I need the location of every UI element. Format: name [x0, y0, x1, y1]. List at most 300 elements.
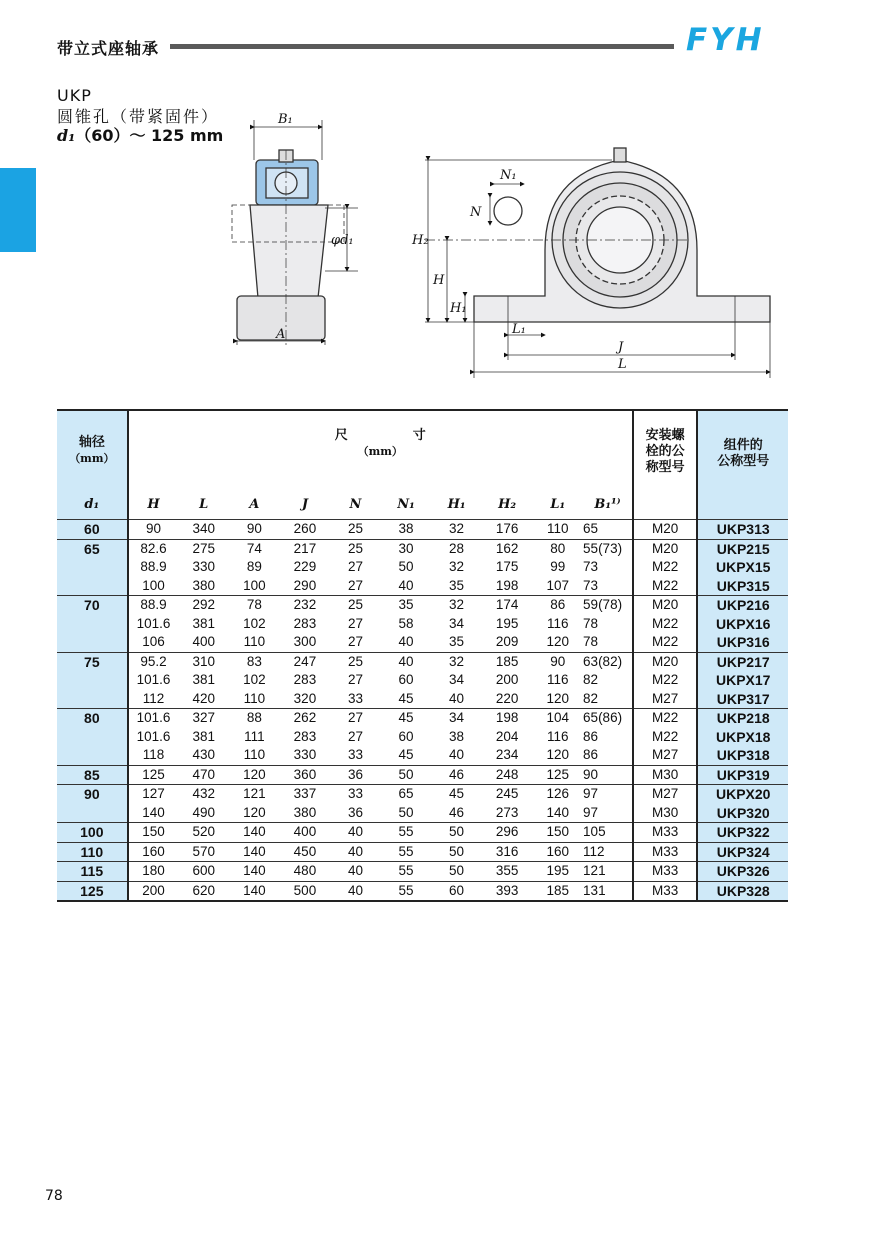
cell-value: M27	[652, 690, 679, 706]
cell-value: 380	[293, 804, 317, 820]
cell-value: 88	[246, 710, 262, 725]
cell-value: 195	[495, 615, 519, 631]
shaft-diameter: 85	[57, 765, 128, 785]
dimension-cell	[128, 823, 179, 843]
cell-value: 337	[293, 786, 317, 801]
cell-value: 27	[347, 710, 364, 725]
cell-value: 470	[192, 766, 215, 782]
cell-value: 116	[546, 672, 569, 687]
dimension-cell	[482, 709, 533, 766]
cell-value: 38	[398, 521, 414, 536]
cell-value: 245	[495, 786, 519, 801]
cell-value: 107	[546, 577, 569, 593]
page-number: 78	[45, 1188, 63, 1204]
cell-value: M27	[652, 786, 679, 801]
cell-value: M22	[652, 634, 679, 649]
dimension-cell	[381, 539, 432, 596]
table-row	[57, 881, 788, 901]
dimension-cell	[229, 785, 280, 823]
cell-value: 65	[583, 521, 599, 536]
cell-value: 381	[192, 672, 215, 687]
cell-value: 116	[546, 615, 569, 631]
cell-value: 78	[246, 597, 262, 612]
cell-value: M30	[652, 804, 679, 820]
cell-value: UKP326	[716, 863, 770, 879]
dimension-cell	[583, 709, 633, 766]
cell-value: 40	[449, 690, 465, 706]
label-L1: L₁	[512, 322, 526, 337]
unit-header	[697, 410, 788, 520]
cell-value: 204	[495, 728, 519, 744]
table-row	[57, 862, 788, 882]
label-A: A	[276, 327, 286, 342]
dimension-cell	[229, 539, 280, 596]
cell-value: 198	[495, 577, 519, 593]
cell-value: 316	[495, 843, 519, 859]
cell-value: 36	[347, 766, 364, 782]
symbol-header: d₁	[57, 489, 128, 520]
cell-value: 73	[583, 559, 599, 574]
cell-value: 25	[347, 521, 364, 536]
cell-value: M20	[652, 597, 679, 612]
cell-value: UKP322	[716, 824, 770, 840]
cell-value: 50	[449, 824, 465, 839]
cell-value: 78	[583, 634, 599, 649]
cell-value: M30	[652, 766, 679, 782]
table-row	[57, 520, 788, 540]
cell-value: 99	[550, 559, 566, 574]
dimension-cell	[178, 862, 229, 882]
cell-value: 110	[243, 747, 266, 762]
dimension-cell	[532, 823, 583, 843]
bolt-size-cell	[633, 709, 698, 766]
cell-value: 60	[449, 882, 465, 898]
dimension-cell	[583, 842, 633, 862]
cell-value: 27	[347, 577, 364, 593]
cell-value: 40	[449, 747, 465, 762]
cell-value: 78	[583, 615, 599, 631]
cell-value: 101.6	[136, 710, 171, 725]
cell-value: 38	[449, 728, 465, 744]
unit-number-cell	[697, 881, 788, 901]
cell-value: 101.6	[136, 672, 171, 687]
cell-value: 110	[243, 634, 266, 649]
unit-number-cell	[697, 520, 788, 540]
dimension-cell	[178, 765, 229, 785]
label-d1: φd₁	[331, 233, 354, 248]
dimension-cell	[532, 539, 583, 596]
dimension-cell	[178, 842, 229, 862]
dimension-cell	[381, 842, 432, 862]
dimension-cell	[482, 881, 533, 901]
dimension-cell	[532, 520, 583, 540]
dimension-cell	[229, 520, 280, 540]
dimension-cell	[128, 881, 179, 901]
cell-value: 296	[495, 824, 519, 839]
cell-value: 101.6	[136, 615, 171, 631]
cell-value: 86	[583, 728, 599, 744]
unit-number-cell	[697, 862, 788, 882]
cell-value: 40	[347, 863, 364, 878]
cell-value: 106	[142, 634, 165, 649]
cell-value: 34	[449, 672, 465, 687]
dimension-cell	[381, 765, 432, 785]
symbol-header: H₁	[447, 496, 466, 512]
dimension-cell	[532, 596, 583, 653]
cell-value: 82.6	[140, 540, 167, 556]
dimension-cell	[482, 842, 533, 862]
cell-value: 273	[495, 804, 519, 820]
cell-value: 234	[495, 747, 519, 762]
shaft-diameter: 60	[57, 520, 128, 540]
cell-value: 400	[192, 634, 215, 649]
dimension-cell	[330, 785, 381, 823]
dimension-cell	[431, 785, 482, 823]
dimension-cell	[128, 785, 179, 823]
cell-value: 260	[293, 521, 317, 536]
dimension-cell	[280, 520, 331, 540]
dimension-cell	[128, 539, 179, 596]
bolt-size-cell	[633, 823, 698, 843]
dimension-cell	[330, 842, 381, 862]
shaft-diameter: 100	[57, 823, 128, 843]
label-H1: H₁	[450, 301, 467, 316]
cell-value: 160	[142, 843, 165, 859]
dimension-cell	[583, 765, 633, 785]
bolt-size-cell	[633, 596, 698, 653]
cell-value: 25	[347, 540, 364, 556]
cell-value: 102	[243, 672, 266, 687]
cell-value: 320	[293, 690, 317, 706]
cell-value: 420	[192, 690, 215, 706]
cell-value: 97	[583, 786, 599, 801]
cell-value: 46	[449, 766, 465, 782]
section-title: 带立式座轴承	[57, 39, 160, 58]
cell-value: 27	[347, 634, 364, 649]
dimension-cell	[330, 652, 381, 709]
dimension-cell	[482, 520, 533, 540]
dimension-cell	[482, 765, 533, 785]
symbol-header: B₁¹⁾	[594, 496, 621, 512]
cell-value: 40	[347, 843, 364, 859]
cell-value: 209	[495, 634, 519, 649]
dimension-cell	[229, 862, 280, 882]
cell-value: M33	[652, 824, 679, 839]
cell-value: M33	[652, 843, 679, 859]
dimension-cell	[583, 862, 633, 882]
dimension-cell	[229, 652, 280, 709]
cell-value: 131	[583, 882, 606, 898]
cell-value: 27	[347, 615, 364, 631]
bolt-size-cell	[633, 520, 698, 540]
cell-value: UKP218	[716, 710, 770, 726]
cell-value: 45	[398, 710, 414, 725]
dimension-cell	[532, 765, 583, 785]
cell-value: 90	[146, 521, 162, 536]
cell-value: 185	[495, 653, 519, 669]
cell-value: 40	[347, 824, 364, 839]
cell-value: 90	[583, 766, 599, 782]
dimension-cell	[178, 652, 229, 709]
cell-value: UKP317	[716, 690, 770, 707]
cell-value: M22	[652, 672, 679, 687]
dimension-cell	[178, 596, 229, 653]
dimension-cell	[431, 881, 482, 901]
cell-value: 25	[347, 597, 364, 612]
cell-value: 283	[293, 615, 317, 631]
dimension-cell	[229, 881, 280, 901]
dimension-cell	[583, 785, 633, 823]
table-row	[57, 709, 788, 766]
cell-value: UKP215	[716, 540, 770, 557]
cell-value: 60	[398, 728, 414, 744]
cell-value: 300	[293, 634, 317, 649]
dimension-cell	[330, 765, 381, 785]
cell-value: 36	[347, 804, 364, 820]
cell-value: 50	[449, 843, 465, 859]
dimension-cell	[330, 862, 381, 882]
cell-value: 450	[293, 843, 317, 859]
bolt-size-cell	[633, 862, 698, 882]
cell-value: 34	[449, 710, 465, 725]
cell-value: M20	[652, 540, 679, 556]
dimension-cell	[431, 823, 482, 843]
dimension-cell	[532, 652, 583, 709]
dimension-cell	[280, 765, 331, 785]
bearing-drawing	[0, 0, 875, 400]
dimension-cell	[128, 652, 179, 709]
dimension-cell	[431, 709, 482, 766]
cell-value: 102	[243, 615, 266, 631]
dimension-cell	[583, 596, 633, 653]
bolt-size-cell	[633, 881, 698, 901]
shaft-diameter: 65	[57, 539, 128, 596]
table-row	[57, 785, 788, 823]
bore-range-text: （60）〜 125 mm	[75, 126, 224, 145]
cell-value: 600	[192, 863, 215, 878]
cell-value: 220	[495, 690, 519, 706]
cell-value: 55	[398, 863, 414, 878]
cell-value: 88.9	[140, 597, 167, 612]
cell-value: 35	[398, 597, 414, 612]
dimension-cell	[482, 823, 533, 843]
dimension-cell	[330, 539, 381, 596]
label-J: J	[618, 340, 624, 355]
dimension-cell	[128, 765, 179, 785]
dimension-cell	[381, 823, 432, 843]
cell-value: 82	[583, 690, 599, 706]
cell-value: 25	[347, 653, 364, 669]
cell-value: 381	[192, 615, 215, 631]
symbol-header: L₁	[550, 496, 566, 512]
cell-value: 120	[546, 690, 569, 706]
cell-value: 28	[449, 540, 465, 556]
cell-value: 140	[243, 824, 266, 839]
cell-value: 45	[398, 690, 414, 706]
cell-value: UKPX15	[715, 559, 771, 575]
dimension-cell	[583, 520, 633, 540]
cell-value: 381	[192, 728, 215, 744]
unit-number-cell	[697, 709, 788, 766]
cell-value: 175	[495, 559, 519, 574]
dimension-cell	[431, 765, 482, 785]
dimension-cell	[381, 881, 432, 901]
cell-value: 32	[449, 653, 465, 669]
cell-value: 180	[142, 863, 165, 878]
cell-value: 126	[546, 786, 569, 801]
dimension-cell	[431, 539, 482, 596]
cell-value: 50	[449, 863, 465, 878]
cell-value: 232	[293, 597, 317, 612]
dimension-cell	[381, 596, 432, 653]
dimension-cell	[431, 842, 482, 862]
cell-value: 229	[293, 559, 317, 574]
shaft-diameter: 90	[57, 785, 128, 823]
cell-value: 90	[550, 653, 566, 669]
dimension-cell	[381, 862, 432, 882]
cell-value: 198	[495, 710, 519, 725]
cell-value: 65	[398, 786, 414, 801]
cell-value: 340	[192, 521, 215, 536]
shaft-diameter: 125	[57, 881, 128, 901]
dimension-cell	[280, 539, 331, 596]
label-N1: N₁	[500, 168, 517, 183]
cell-value: 200	[142, 882, 165, 898]
dimension-cell	[532, 842, 583, 862]
label-H2: H₂	[412, 233, 429, 248]
cell-value: 290	[293, 577, 317, 593]
cell-value: 50	[398, 804, 414, 820]
dimension-cell	[532, 862, 583, 882]
dimension-cell	[128, 596, 179, 653]
table-row	[57, 765, 788, 785]
cell-value: 86	[583, 747, 599, 762]
cell-value: 35	[449, 634, 465, 649]
table-row	[57, 823, 788, 843]
cell-value: UKP313	[716, 521, 770, 537]
cell-value: UKP316	[716, 634, 770, 650]
cell-value: 393	[495, 882, 519, 898]
label-B1: B₁	[278, 112, 293, 127]
unit-number-cell	[697, 596, 788, 653]
cell-value: 247	[293, 653, 317, 669]
cell-value: 86	[550, 597, 566, 612]
dimension-cell	[280, 785, 331, 823]
cell-value: 27	[347, 728, 364, 744]
symbol-header: H₂	[498, 496, 517, 512]
cell-value: 55	[398, 843, 414, 859]
cell-value: UKP216	[716, 597, 770, 613]
dimension-cell	[381, 785, 432, 823]
bolt-header	[633, 410, 698, 520]
dimension-cell	[381, 652, 432, 709]
cell-value: 90	[246, 521, 262, 536]
table-row	[57, 842, 788, 862]
cell-value: 33	[347, 690, 364, 706]
shaft-header	[57, 410, 128, 489]
dimension-cell	[482, 652, 533, 709]
cell-value: 40	[398, 634, 414, 649]
bolt-size-cell	[633, 842, 698, 862]
unit-label: 组件的 公称型号	[717, 437, 770, 468]
cell-value: 104	[546, 710, 569, 725]
cell-value: M27	[652, 747, 679, 762]
cell-value: 360	[293, 766, 317, 782]
cell-value: 125	[546, 766, 569, 782]
dimension-cell	[280, 652, 331, 709]
shaft-diameter: 80	[57, 709, 128, 766]
symbol-header: N	[349, 496, 362, 512]
cell-value: 82	[583, 672, 599, 687]
bolt-size-cell	[633, 785, 698, 823]
cell-value: 45	[398, 747, 414, 762]
dimension-cell	[330, 881, 381, 901]
dimension-cell	[482, 862, 533, 882]
cell-value: 111	[244, 728, 265, 744]
dimension-cell	[178, 539, 229, 596]
dims-unit: （mm）	[357, 445, 403, 458]
dimension-cell	[431, 520, 482, 540]
label-H: H	[433, 273, 445, 288]
brand-logo: FYH	[686, 22, 765, 58]
unit-number-cell	[697, 539, 788, 596]
dimension-cell	[330, 709, 381, 766]
cell-value: 262	[293, 710, 317, 725]
symbol-header: H	[147, 496, 160, 512]
dimension-cell	[280, 823, 331, 843]
cell-value: UKP217	[716, 653, 770, 670]
cell-value: 150	[546, 824, 569, 839]
dimension-cell	[280, 842, 331, 862]
cell-value: 35	[449, 577, 465, 593]
cell-value: 160	[546, 843, 569, 859]
cell-value: UKPX16	[715, 615, 771, 632]
table-row	[57, 539, 788, 596]
cell-value: 63(82)	[583, 653, 623, 669]
cell-value: 110	[243, 690, 266, 706]
dimensions-table	[57, 409, 788, 902]
cell-value: 58	[398, 615, 414, 631]
cell-value: 248	[495, 766, 519, 782]
dimension-cell	[482, 785, 533, 823]
cell-value: 27	[347, 672, 364, 687]
cell-value: 327	[192, 710, 215, 725]
cell-value: 88.9	[140, 559, 167, 574]
cell-value: 40	[398, 653, 414, 669]
cell-value: 480	[293, 863, 317, 878]
cell-value: 283	[293, 672, 317, 687]
cell-value: M22	[652, 615, 679, 631]
shaft-label: 轴径	[78, 434, 105, 449]
cell-value: 121	[243, 786, 266, 801]
cell-value: 283	[293, 728, 317, 744]
cell-value: UKP315	[716, 577, 770, 594]
bolt-size-cell	[633, 765, 698, 785]
cell-value: 55	[398, 824, 414, 839]
cell-value: 140	[243, 843, 266, 859]
dimension-cell	[178, 709, 229, 766]
cell-value: 432	[192, 786, 215, 801]
cell-value: 73	[583, 577, 599, 593]
symbol-header: A	[249, 496, 260, 512]
cell-value: 185	[546, 882, 569, 898]
unit-number-cell	[697, 765, 788, 785]
cell-value: 120	[546, 747, 569, 762]
cell-value: 100	[142, 577, 165, 593]
cell-value: 65(86)	[583, 710, 623, 725]
cell-value: UKP320	[716, 804, 770, 821]
cell-value: UKPX20	[715, 786, 771, 802]
